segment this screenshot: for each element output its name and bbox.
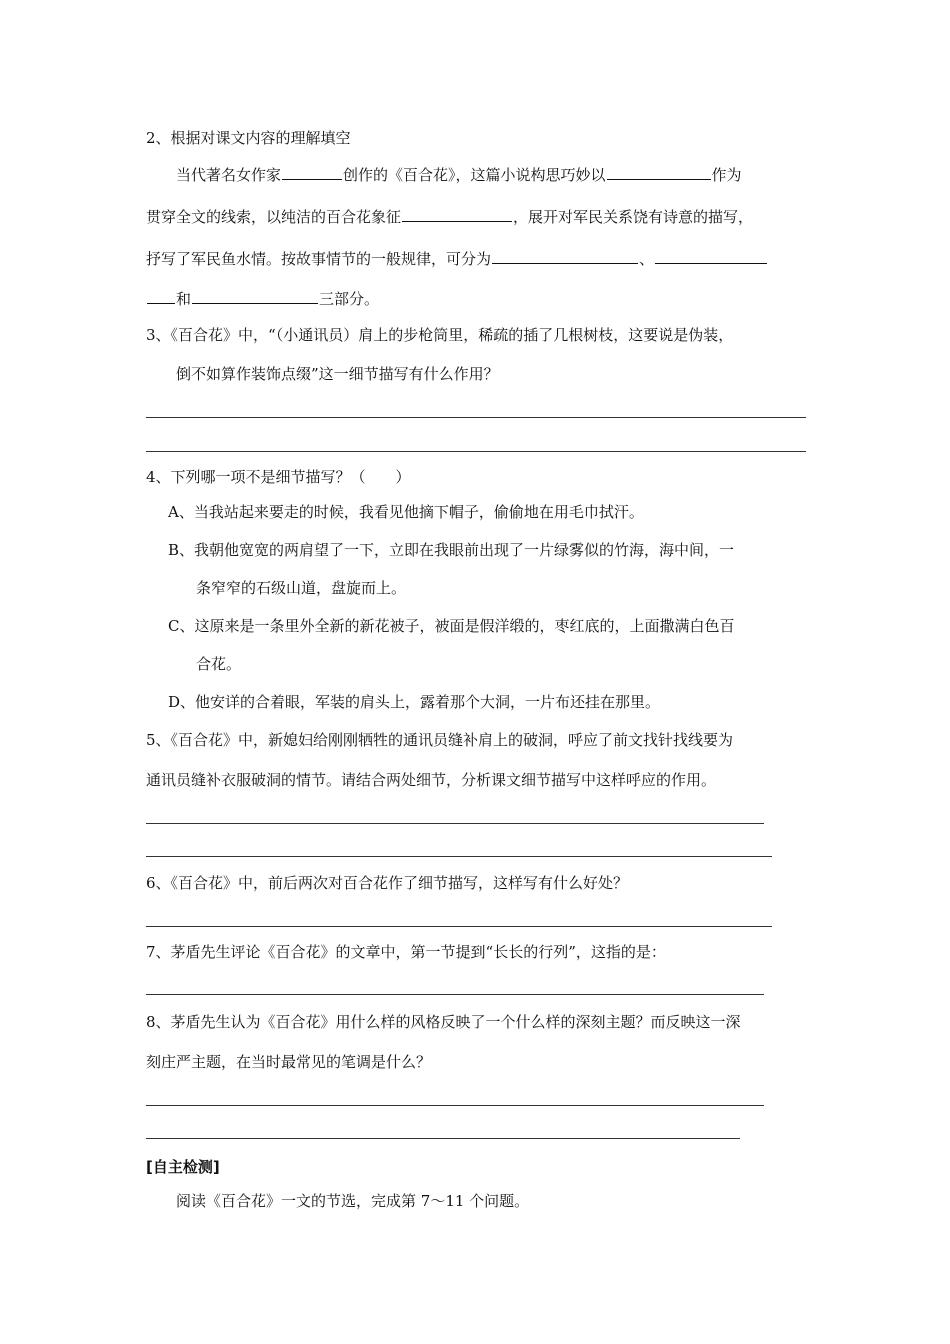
q5-answer-line-2[interactable] [146,856,772,857]
q2-line-4-text-a: 和 [176,290,192,308]
part-2-blank-end[interactable] [147,288,175,304]
q5-line-2: 通讯员缝补衣服破洞的情节。请结合两处细节，分析课文细节描写中这样呼应的作用。 [146,771,717,789]
symbol-blank[interactable] [402,206,512,222]
q2-line-3-text-a: 抒写了军民鱼水情。按故事情节的一般规律，可分为 [146,250,492,268]
q3-answer-line-1[interactable] [146,417,806,418]
q2-line-1-text-b: 创作的《百合花》，这篇小说构思巧妙以 [343,166,606,184]
clue-blank[interactable] [607,164,711,180]
q2-line-1 [176,164,742,185]
q2-line-2-text-b: ，展开对军民关系饶有诗意的描写， [513,208,754,226]
q7-line-1: 7、茅盾先生评论《百合花》的文章中，第一节提到“长长的行列”，这指的是： [146,943,666,961]
part-2-blank-start[interactable] [655,248,767,264]
q4-option-c-line-2: 合花。 [196,655,242,673]
q2-line-2 [146,206,753,227]
q5-line-1: 5、《百合花》中，新媳妇给刚刚牺牲的通讯员缝补肩上的破洞，呼应了前文找针找线要为 [146,731,734,749]
q4-option-b-line-1: B、我朝他宽宽的两肩望了一下，立即在我眼前出现了一片绿雾似的竹海，海中间，一 [168,541,735,559]
q6-line-1: 6、《百合花》中，前后两次对百合花作了细节描写，这样写有什么好处？ [146,874,629,892]
q4-option-a: A、当我站起来要走的时候，我看见他摘下帽子，偷偷地在用毛巾拭汗。 [168,503,644,521]
q6-answer-line[interactable] [146,926,772,927]
q2-title: 2、根据对课文内容的理解填空 [146,129,351,147]
q2-line-2-text-a: 贯穿全文的线索，以纯洁的百合花象征 [146,208,402,226]
q5-answer-line-1[interactable] [146,823,764,824]
q3-line-1: 3、《百合花》中，“（小通讯员）肩上的步枪筒里，稀疏的插了几根树枝，这要说是伪装， [146,326,734,344]
q2-line-4-text-b: 三部分。 [319,290,380,308]
q2-line-3 [146,248,768,269]
q8-line-2: 刻庄严主题，在当时最常见的笔调是什么？ [146,1053,432,1071]
q2-line-3-text-b: 、 [639,250,655,268]
section-heading: [自主检测] [146,1158,220,1176]
q4-title: 4、下列哪一项不是细节描写？（ ） [146,468,411,486]
q7-answer-line[interactable] [146,994,764,995]
part-1-blank[interactable] [492,248,638,264]
author-blank[interactable] [282,164,342,180]
q3-line-2: 倒不如算作装饰点缀”这一细节描写有什么作用？ [176,365,499,383]
section-intro: 阅读《百合花》一文的节选，完成第 7～11 个问题。 [176,1192,530,1210]
part-3-blank[interactable] [192,288,318,304]
q2-line-1-text-a: 当代著名女作家 [176,166,282,184]
q4-option-d: D、他安详的合着眼，军装的肩头上，露着那个大洞，一片布还挂在那里。 [168,693,661,711]
q8-line-1: 8、茅盾先生认为《百合花》用什么样的风格反映了一个什么样的深刻主题？而反映这一深 [146,1013,741,1031]
q8-answer-line-1[interactable] [146,1105,764,1106]
q8-answer-line-2[interactable] [146,1138,740,1139]
q4-option-b-line-2: 条窄窄的石级山道，盘旋而上。 [196,579,407,597]
q3-answer-line-2[interactable] [146,451,806,452]
q4-option-c-line-1: C、这原来是一条里外全新的新花被子，被面是假洋缎的，枣红底的，上面撒满白色百 [168,617,735,635]
q2-line-1-text-c: 作为 [711,166,742,184]
q2-line-4 [146,288,379,309]
